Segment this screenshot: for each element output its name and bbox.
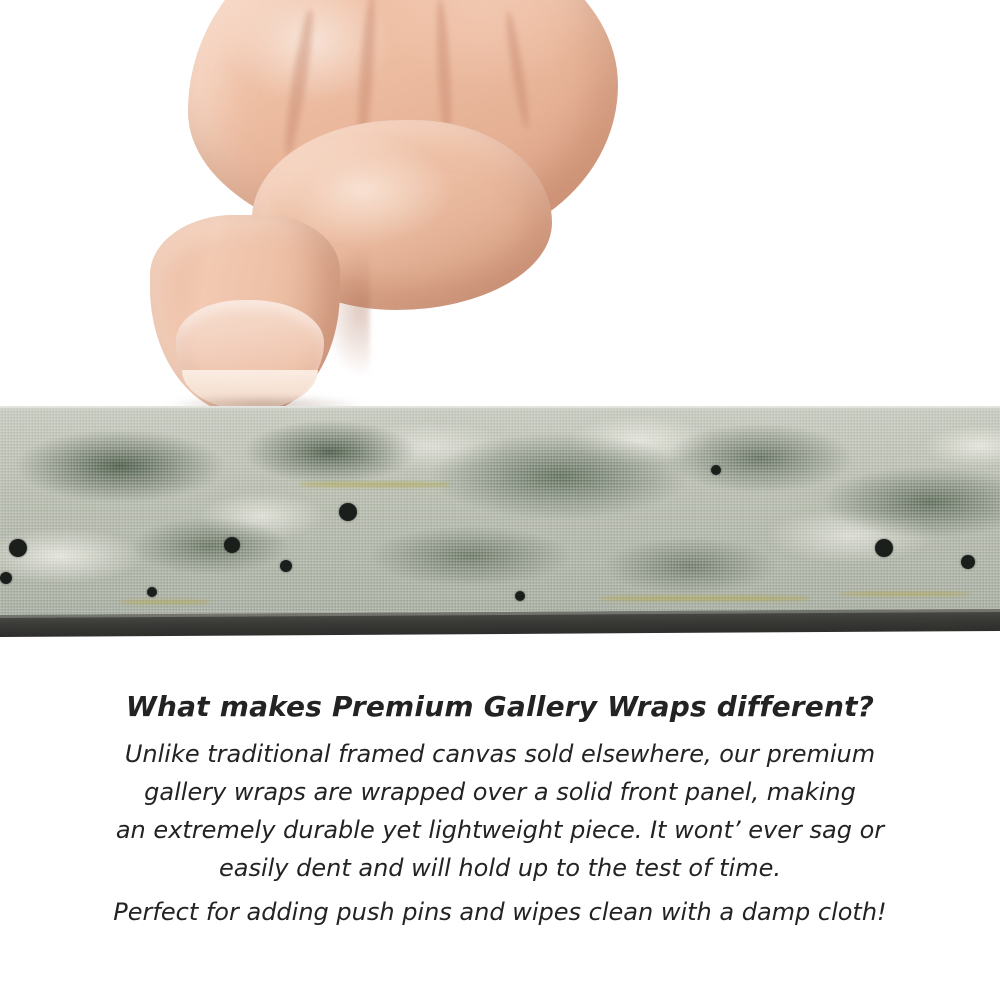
hand-photo [0, 0, 1000, 410]
texture-speck [515, 591, 525, 601]
texture-speck [147, 587, 157, 597]
caption-title: What makes Premium Gallery Wraps different? [125, 690, 875, 723]
texture-streak [840, 592, 970, 596]
caption-line-1: Unlike traditional framed canvas sold elsewhere, our premium [124, 740, 876, 768]
caption-line-3: an extremely durable yet lightweight piece. It wont’ ever sag or [115, 816, 885, 844]
texture-streak [300, 482, 450, 487]
canvas-panel-depth [0, 609, 1000, 637]
caption-block [0, 690, 1000, 931]
texture-speck [875, 539, 893, 557]
texture-streak [120, 600, 210, 604]
texture-speck [224, 537, 240, 553]
texture-speck [280, 560, 292, 572]
texture-streak [600, 596, 810, 601]
caption-closing-line: Perfect for adding push pins and wipes clean with a damp cloth! [113, 898, 887, 926]
texture-speck [9, 539, 27, 557]
texture-speck [339, 503, 357, 521]
canvas-top-highlight [0, 406, 1000, 410]
texture-speck [0, 572, 12, 584]
texture-speck [711, 465, 721, 475]
caption-line-4: easily dent and will hold up to the test of time. [218, 854, 781, 882]
texture-speck [961, 555, 975, 569]
caption-line-2: gallery wraps are wrapped over a solid front panel, making [144, 778, 856, 806]
canvas-wrap-edge [0, 406, 1000, 618]
